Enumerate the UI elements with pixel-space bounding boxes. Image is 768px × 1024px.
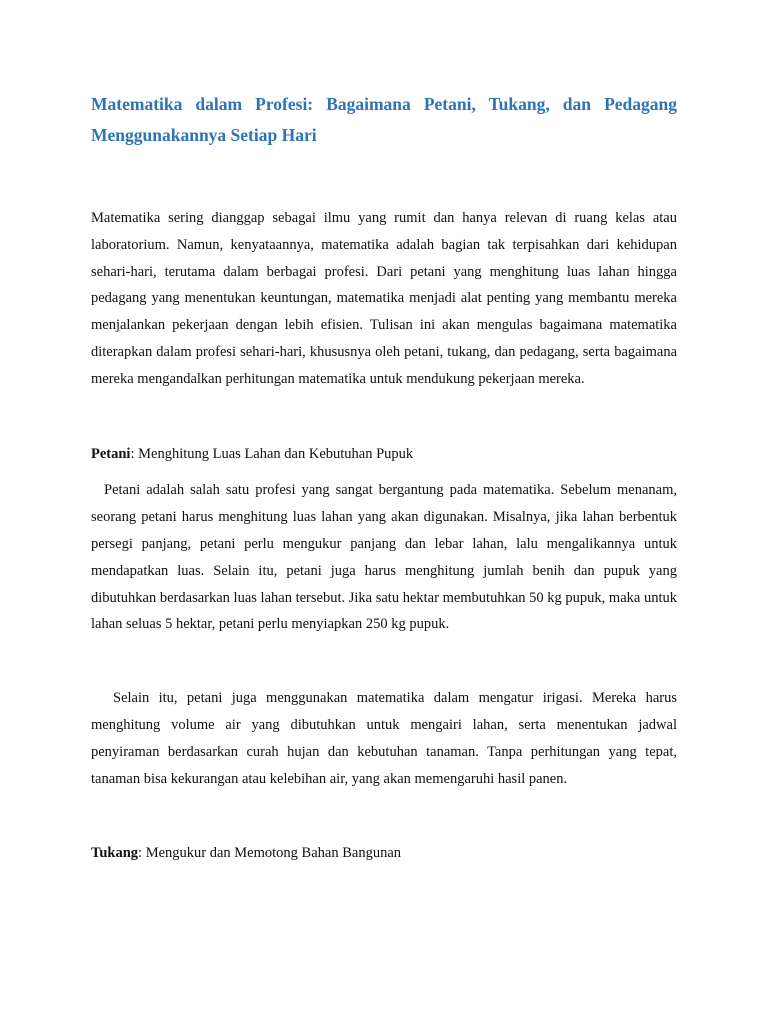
petani-paragraph-2: Selain itu, petani juga menggunakan matematika dalam mengatur irigasi. Mereka harus menghitung volume air yang dibutuhkan untuk mengairi lahan, serta menentukan jadwal penyiraman berdasarkan curah hujan dan kebutuhan tanaman. Tanpa perhitungan yang tepat, tanaman bisa kekurangan atau kelebihan air, yang akan memengaruhi hasil panen. (91, 690, 677, 787)
section-term-petani: Petani (91, 445, 131, 462)
section-term-tukang: Tukang (91, 845, 139, 862)
section-subtitle-tukang: : Mengukur dan Memotong Bahan Bangunan (138, 845, 402, 862)
document-page (91, 89, 677, 867)
section-heading-tukang (91, 840, 677, 867)
petani-paragraph-1: Petani adalah salah satu profesi yang sangat bergantung pada matematika. Sebelum menanam, seorang petani harus menghitung luas lahan yang akan digunakan. Misalnya, jika lahan berbentuk persegi panjang, petani perlu mengukur panjang dan lebar lahan, lalu mengalikannya untuk mendapatkan luas. Selain itu, petani juga harus menghitung jumlah benih dan pupuk yang dibutuhkan berdasarkan luas lahan tersebut. Jika satu hektar membutuhkan 50 kg pupuk, maka untuk lahan seluas 5 hektar, petani perlu menyiapkan 250 kg pupuk. (91, 482, 677, 633)
document-title: Matematika dalam Profesi: Bagaimana Petani, Tukang, dan Pedagang Menggunakannya Setiap Hari (91, 94, 677, 145)
section-heading-petani (91, 441, 677, 468)
section-subtitle-petani: : Menghitung Luas Lahan dan Kebutuhan Pupuk (130, 445, 414, 462)
intro-paragraph: Matematika sering dianggap sebagai ilmu yang rumit dan hanya relevan di ruang kelas atau laboratorium. Namun, kenyataannya, matematika adalah bagian tak terpisahkan dari kehidupan sehari-hari, terutama dalam berbagai profesi. Dari petani yang menghitung luas lahan hingga pedagang yang menentukan keuntungan, matematika menjadi alat penting yang membantu mereka menjalankan pekerjaan dengan lebih efisien. Tulisan ini akan mengulas bagaimana matematika diterapkan dalam profesi sehari-hari, khususnya oleh petani, tukang, dan pedagang, serta bagaimana mereka mengandalkan perhitungan matematika untuk mendukung pekerjaan mereka. (91, 210, 677, 387)
